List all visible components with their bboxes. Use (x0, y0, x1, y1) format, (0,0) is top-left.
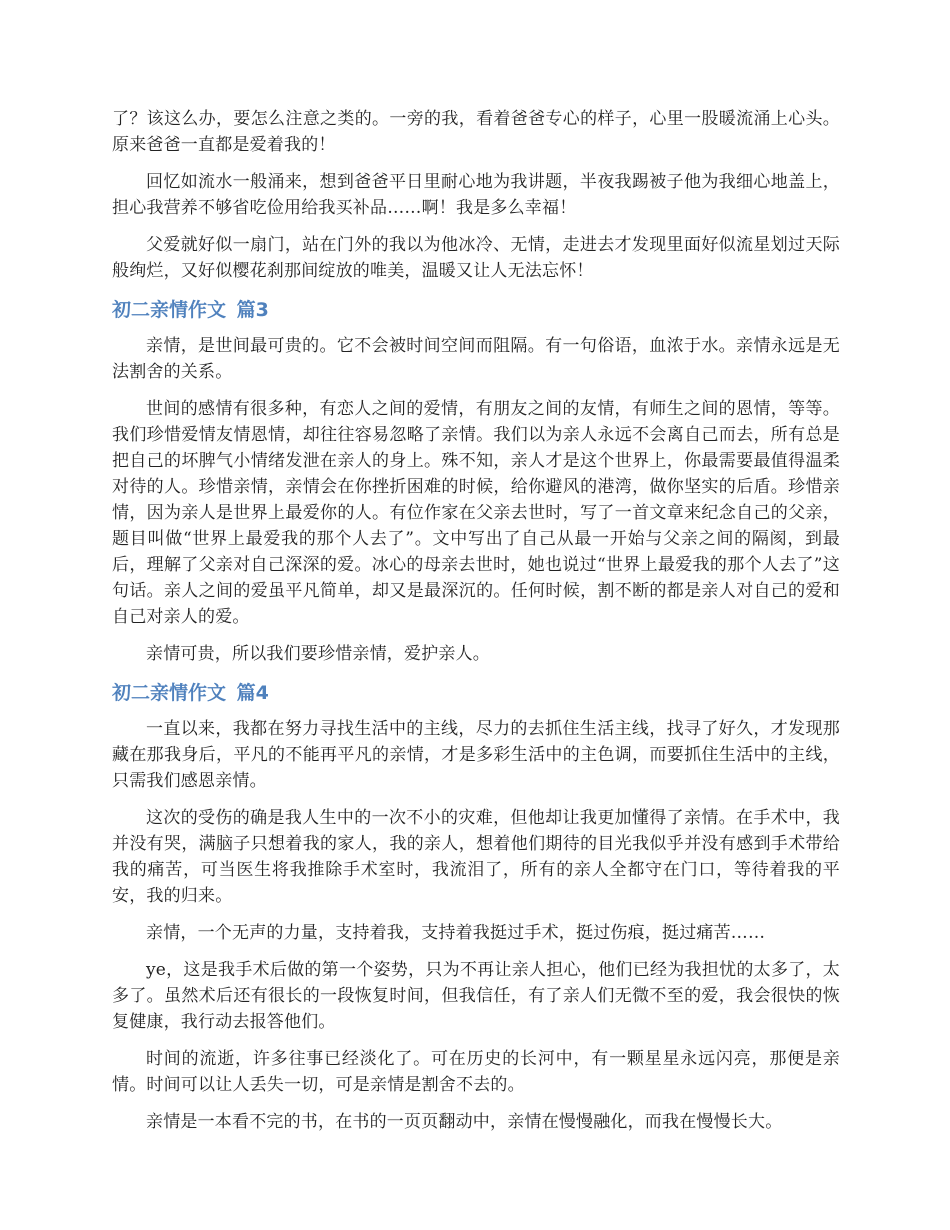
paragraph: 亲情，一个无声的力量，支持着我，支持着我挺过手术，挺过伤痕，挺过痛苦…… (146, 923, 766, 943)
paragraph: ye，这是我手术后做的第一个姿势，只为不再让亲人担心，他们已经为我担忧的太多了，太多了。虽然术后还有很长的一段恢复时间，但我信任，有了亲人们无微不至的爱，我会很快的恢复健康，我行动去报答他们。 (112, 960, 840, 1032)
section-title: 初二亲情作文 (112, 682, 227, 704)
paragraph: 了？该这么办，要怎么注意之类的。一旁的我，看着爸爸专心的样子，心里一股暖流涌上心头。原来爸爸一直都是爱着我的！ (112, 109, 840, 155)
paragraph: 世间的感情有很多种，有恋人之间的爱情，有朋友之间的友情，有师生之间的恩情，等等。我们珍惜爱情友情恩情，却往往容易忽略了亲情。我们以为亲人永远不会离自己而去，所有总是把自己的坏脾气小情绪发泄在亲人的身上。殊不知，亲人才是这个世界上，你最需要最值得温柔对待的人。珍惜亲情，亲情会在你挫折困难的时候，给你避风的港湾，做你坚实的后盾。珍惜亲情，因为亲人是世界上最爱你的人。有位作家在父亲去世时，写了一首文章来纪念自己的父亲，题目叫做“世界上最爱我的那个人去了”。文中写出了自己从最一开始与父亲之间的隔阂，到最后，理解了父亲对自己深深的爱。冰心的母亲去世时，她也说过“世界上最爱我的那个人去了”这句话。亲人之间的爱虽平凡简单，却又是最深沉的。任何时候，割不断的都是亲人对自己的爱和自己对亲人的爱。 (112, 399, 840, 627)
paragraph: 时间的流逝，许多往事已经淡化了。可在历史的长河中，有一颗星星永远闪亮，那便是亲情。时间可以让人丢失一切，可是亲情是割舍不去的。 (112, 1049, 840, 1095)
section-suffix: 篇 (236, 299, 256, 321)
section-number: 4 (255, 682, 269, 704)
paragraph: 亲情，是世间最可贵的。它不会被时间空间而阻隔。有一句俗语，血浓于水。亲情永远是无法割舍的关系。 (112, 336, 840, 382)
section-number: 3 (255, 299, 269, 321)
paragraph: 一直以来，我都在努力寻找生活中的主线，尽力的去抓住生活主线，找寻了好久，才发现那藏在那我身后，平凡的不能再平凡的亲情，才是多彩生活中的主色调，而要抓住生活中的主线，只需我们感恩亲情。 (112, 719, 840, 791)
paragraph: 回忆如流水一般涌来，想到爸爸平日里耐心地为我讲题，半夜我踢被子他为我细心地盖上，担心我营养不够省吃俭用给我买补品……啊！我是多么幸福！ (112, 172, 840, 218)
section-title: 初二亲情作文 (112, 299, 227, 321)
section-heading-4 (112, 678, 840, 708)
section-suffix: 篇 (236, 682, 256, 704)
paragraph: 这次的受伤的确是我人生中的一次不小的灾难，但他却让我更加懂得了亲情。在手术中，我并没有哭，满脑子只想着我的家人，我的亲人，想着他们期待的目光我似乎并没有感到手术带给我的痛苦，可当医生将我推除手术室时，我流泪了，所有的亲人全都守在门口，等待着我的平安，我的归来。 (112, 808, 840, 906)
section-heading-3 (112, 295, 840, 325)
paragraph: 父爱就好似一扇门，站在门外的我以为他冰冷、无情，走进去才发现里面好似流星划过天际般绚烂，又好似樱花刹那间绽放的唯美，温暖又让人无法忘怀！ (112, 235, 840, 281)
paragraph: 亲情是一本看不完的书，在书的一页页翻动中，亲情在慢慢融化，而我在慢慢长大。 (146, 1112, 783, 1132)
document-page (112, 106, 840, 1146)
paragraph: 亲情可贵，所以我们要珍惜亲情，爱护亲人。 (146, 644, 490, 664)
